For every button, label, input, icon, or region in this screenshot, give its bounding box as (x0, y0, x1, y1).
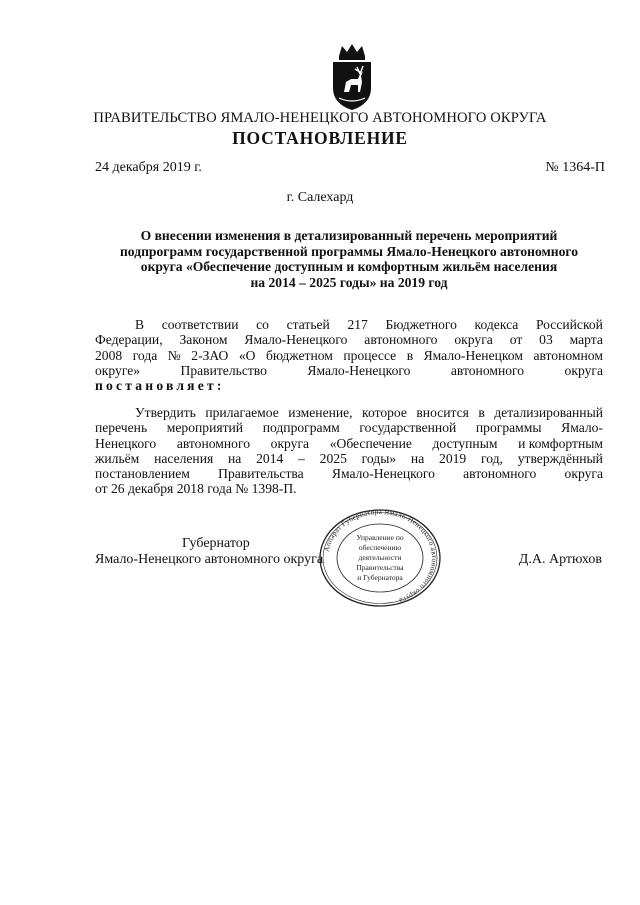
paragraph-line (95, 363, 603, 378)
paragraph-word: 03 (539, 332, 553, 348)
seal-ring-text: Аппарат Губернатора Ямало-Ненецкого автономного округа (322, 508, 439, 605)
paragraph-word: 2008 (95, 347, 123, 363)
seal-inner-line: и Губернатора (357, 573, 403, 582)
paragraph-word: Ямало-Ненецкого (307, 362, 411, 378)
paragraph-word: 2-ЗАО (191, 347, 229, 363)
paragraph-word: автономного (463, 466, 537, 482)
paragraph-word: Правительство (180, 362, 267, 378)
paragraph-word: Утвердить (135, 405, 196, 420)
paragraph-word: марта (569, 332, 603, 348)
paragraph-word: жильём (95, 450, 140, 466)
paragraph-word: прилагаемое (205, 405, 279, 420)
paragraph-word: в (406, 347, 414, 363)
paragraph-word: программы (475, 420, 542, 436)
paragraph-word: Российской (535, 317, 603, 332)
paragraph-line: от 26 декабря 2018 года № 1398-П. (95, 481, 297, 497)
paragraph-word: автономном (533, 347, 603, 363)
paragraph-word: статьей (286, 317, 330, 332)
seal-inner-line: обеспечению (358, 543, 402, 552)
paragraph-word: 2025 (319, 450, 347, 466)
resolution-paragraph (95, 405, 603, 497)
paragraph-word: утверждённый (517, 450, 603, 466)
paragraph-word: населения (154, 450, 214, 466)
paragraph-line (95, 405, 603, 420)
subject-line: подпрограмм государственной программы Ямало-Ненецкого автономного (119, 243, 579, 259)
paragraph-word: округа (270, 435, 310, 451)
paragraph-line (95, 420, 603, 435)
paragraph-line (95, 466, 603, 481)
paragraph-word: года (132, 347, 158, 363)
document-city: г. Салехард (286, 190, 354, 205)
paragraph-word: округа (454, 332, 493, 348)
paragraph-word: доступным (432, 435, 498, 451)
paragraph-word: подпрограмм (262, 420, 340, 436)
paragraph-word: со (256, 317, 269, 332)
paragraph-word: округа (564, 362, 603, 378)
paragraph-word: постановлением (95, 466, 190, 482)
paragraph-word: и комфортным (518, 435, 603, 451)
paragraph-word: «О (238, 347, 256, 363)
preamble-paragraph (95, 317, 603, 393)
subject-line: округа «Обеспечение доступным и комфортным жильём населения (140, 259, 558, 274)
paragraph-word: В (135, 317, 145, 332)
coat-of-arms-emblem (327, 42, 377, 112)
decree-word: постановляет: (95, 378, 225, 394)
document-subject (95, 228, 603, 290)
subject-line: О внесении изменения в детализированный перечень мероприятий (140, 228, 558, 243)
paragraph-word: вносится (416, 405, 469, 420)
official-seal-stamp (318, 508, 442, 608)
paragraph-line (95, 436, 603, 451)
subject-line: на 2014 – 2025 годы» на 2019 год (250, 274, 448, 290)
paragraph-word: на (228, 450, 242, 466)
paragraph-word: Ямало-Ненецкого (331, 466, 435, 482)
paragraph-line (95, 348, 603, 363)
document-type: ПОСТАНОВЛЕНИЕ (232, 128, 408, 148)
paragraph-word: автономного (450, 362, 525, 378)
paragraph-line (95, 451, 603, 466)
signatory-position-region: Ямало-Ненецкого автономного округа (95, 552, 324, 567)
seal-inner-line: Управление по (356, 533, 404, 542)
paragraph-word: Ямало-Ненецком (423, 347, 523, 363)
paragraph-word: Бюджетного (385, 317, 457, 332)
paragraph-line (95, 332, 603, 347)
paragraph-word: автономного (176, 435, 251, 451)
paragraph-line (95, 317, 603, 332)
paragraph-word: которое (362, 405, 407, 420)
paragraph-word: детализированный (494, 405, 603, 420)
paragraph-word: «Обеспечение (329, 435, 412, 451)
paragraph-word: изменение, (288, 405, 353, 420)
paragraph-word: соответствии (161, 317, 239, 332)
paragraph-word: – (298, 450, 305, 466)
paragraph-word: Ямало-Ненецкого (244, 332, 348, 348)
paragraph-word: Законом (179, 332, 228, 348)
signatory-name: Д.А. Артюхов (518, 552, 602, 567)
paragraph-word: Ямало- (561, 420, 603, 436)
paragraph-word: 2014 (256, 450, 284, 466)
seal-inner-line: деятельности (358, 553, 402, 562)
paragraph-word: Федерации, (95, 332, 163, 348)
paragraph-word: бюджетном (265, 347, 333, 363)
paragraph-word: 217 (347, 317, 368, 332)
signatory-position: Губернатор (182, 536, 250, 551)
paragraph-word: процессе (343, 347, 397, 363)
paragraph-word: год, (480, 450, 503, 466)
paragraph-word: на (410, 450, 425, 466)
paragraph-word: округе» (95, 362, 141, 378)
paragraph-word: от (509, 332, 523, 348)
paragraph-word: округа (564, 466, 603, 482)
seal-inner-line: Правительства (356, 563, 404, 572)
paragraph-word: Ненецкого (95, 435, 157, 451)
paragraph-word: мероприятий (166, 420, 244, 436)
government-title: ПРАВИТЕЛЬСТВО ЯМАЛО-НЕНЕЦКОГО АВТОНОМНОГО ОКРУГА (93, 110, 547, 126)
paragraph-word: автономного (364, 332, 438, 348)
paragraph-word: № (167, 347, 181, 363)
paragraph-word: кодекса (474, 317, 519, 332)
document-number: № 1364-П (545, 160, 605, 175)
paragraph-word: 2019 (439, 450, 467, 466)
paragraph-word: годы» (361, 450, 397, 466)
paragraph-word: в (478, 405, 485, 420)
paragraph-word: государственной (359, 420, 457, 436)
paragraph-word: Правительства (218, 466, 304, 482)
document-date: 24 декабря 2019 г. (95, 160, 202, 175)
paragraph-word: перечень (95, 420, 148, 436)
